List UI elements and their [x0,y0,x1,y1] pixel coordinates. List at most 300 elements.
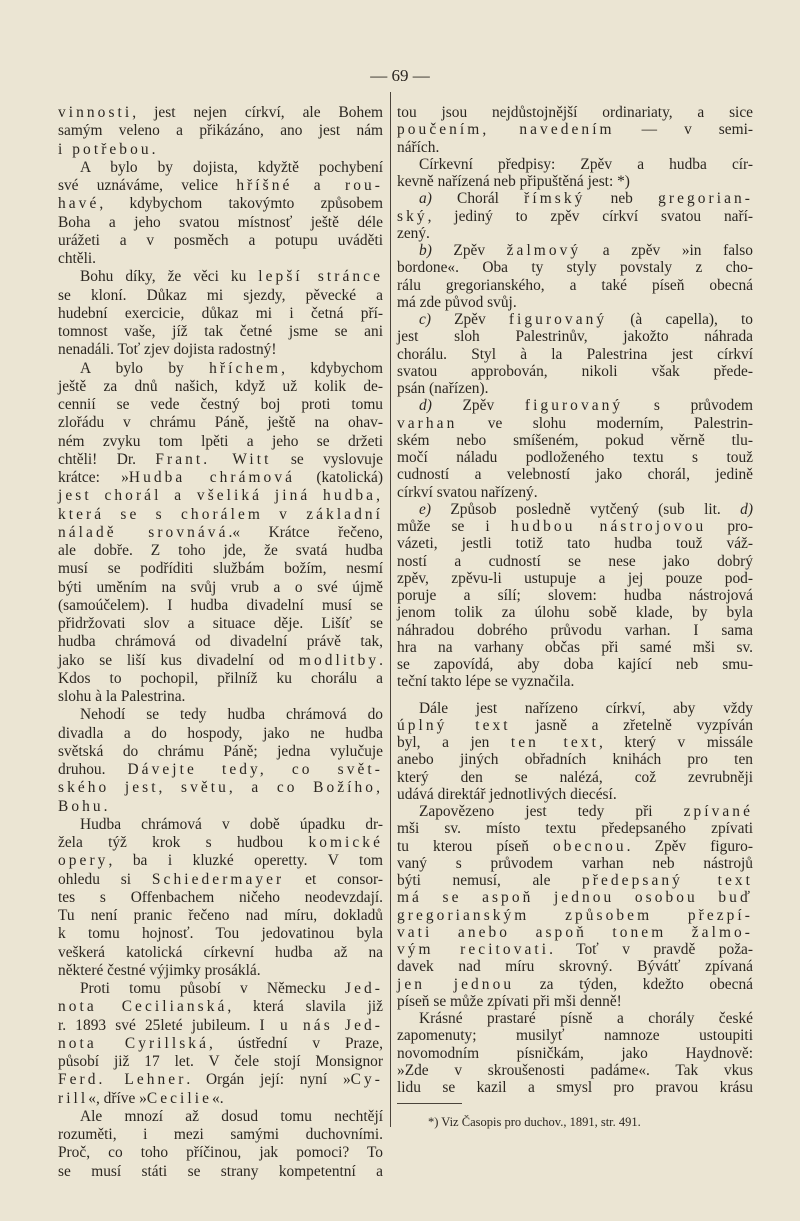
text-segment: působí již 17 let. V čele stojí Monsignor [58,1053,383,1070]
footnote-rule [397,1103,462,1104]
spaced-emphasis-text: rill [58,1089,89,1107]
text-segment: chtěli. [58,250,97,267]
text-line [397,466,753,483]
text-line [397,121,753,138]
text-segment: zlořádu v chrámu Páně, ještě na ohav- [58,414,383,432]
text-segment: k tomu hojnosť. Tou jedovatinou byla [58,925,383,943]
text-segment: rálu gregorianského, a také píseň obecná [397,276,753,294]
text-segment: a zpěv »in falso [581,242,753,259]
spaced-emphasis-text: havé [58,195,100,213]
text-segment: udává direktář jednotlivých diecésí. [397,785,617,803]
text-line [397,820,753,837]
text-line [58,195,383,213]
text-segment: , jediný to zpěv církví svatou naří- [427,207,753,225]
text-segment: rozuměti, i mezi samými duchovními. [58,1126,383,1143]
text-line [58,122,383,140]
paragraph [58,268,383,359]
text-segment: Boha a jeho svatou místnosť ještě déle [58,213,383,231]
text-line [397,277,753,294]
spaced-emphasis-text: varhan [397,414,458,432]
text-segment: hudební exercicie, důkaz mi i četná pří- [58,304,383,322]
text-line [58,798,383,816]
text-segment: může se i [397,518,511,535]
italic-list-marker: a) [419,190,432,208]
text-segment: , která slavila již [227,998,383,1016]
spaced-emphasis-text: hudbou nástrojovou [510,518,707,535]
text-line [397,717,753,734]
paragraph [397,311,753,397]
text-segment: (à capella), to [607,311,753,328]
text-line [397,570,753,587]
paragraph [397,700,753,804]
text-line [397,734,753,751]
paragraph [58,706,383,816]
text-segment: et consor- [284,870,383,888]
text-line [58,1035,383,1053]
text-segment: nenadáli. Toť zjev dojista radostný! [58,341,277,359]
text-segment: . [103,797,108,815]
text-segment: býti uměním na svůj vrub a o své újmě [58,578,383,596]
spaced-emphasis-text: hříšné a rou- [236,177,384,194]
text-segment: «, dříve » [88,1089,147,1107]
text-segment: ještě za dnů našich, když už kolik de- [58,377,383,395]
text-line [58,378,383,396]
spaced-emphasis-text: úplný text [397,716,511,734]
text-segment: ohledu si [58,870,152,888]
text-segment: bordone«. Oba ty styly povstaly z cho- [397,259,753,277]
text-line [397,449,753,466]
spaced-emphasis-text: Frant. Witt [155,450,272,468]
text-segment: chtěli! Dr. [58,450,156,468]
text-line [397,346,753,363]
spaced-emphasis-text: modlitby [298,651,380,669]
spaced-emphasis-text: Schiedermayer [151,870,285,888]
spaced-emphasis-text: ského jest, světu, a co Božího, [58,779,383,797]
text-line [397,415,753,432]
paragraph [58,159,383,269]
paragraph [58,980,383,1108]
text-segment: ve slohu moderním, Palestrin- [457,414,753,432]
text-line [58,104,383,122]
text-segment: A bylo by [80,359,210,377]
text-segment: Církevní předpisy: Zpěv a hudba cír- [419,155,753,173]
text-line [58,670,383,688]
text-segment: chorálu. Styl à la Palestrina jest církví [397,345,753,363]
spaced-emphasis-text: lepší stránce [258,268,383,286]
spaced-emphasis-text: Cecilie [146,1089,212,1107]
right-column [397,104,753,1096]
spaced-emphasis-text: Ferd. Lehner [58,1071,187,1089]
text-segment: jest sloh Palestrinův, jakožto náhrada [397,328,753,346]
text-line [58,1108,383,1126]
text-segment: , kdybychom takovýmto způsobem [99,195,383,213]
text-line [58,962,383,980]
text-segment: lidu se kazil a smysl pro pravou krásu [397,1079,753,1096]
text-segment: tu kterou píseň [397,837,553,855]
text-segment: býti nemusí, ale [397,872,583,889]
text-segment: tomnost vaše, jíž tak četné jsme se ani [58,323,383,340]
text-line [397,501,753,518]
text-line [397,484,753,501]
text-segment: poruje a sílí; slovem: hudba nástrojová [397,587,753,604]
text-segment: cudností a velebností jako chorál, jedině [397,466,753,484]
text-line [397,656,753,673]
text-line [58,652,383,670]
text-segment: Dále jest nařízeno církví, aby vždy [419,699,753,717]
text-segment: anebo jiných obřadních knihách pro ten [397,751,753,769]
text-line [58,159,383,177]
text-segment: hra na varhany občas při samé mši sv. [397,638,753,656]
text-segment: Proč, co toho příčinou, jak pomoci? To [58,1144,383,1162]
text-line [58,597,383,615]
spaced-emphasis-text: i potřebou [58,140,152,158]
text-segment: teční takto lépe se vyznačila. [397,673,575,691]
text-segment: A bylo by dojista, kdyžtě pochybení [80,158,383,176]
text-segment: . Zpěv figuro- [626,837,754,855]
spaced-emphasis-text: komické [308,834,383,851]
text-segment: , kdybychom [281,359,383,377]
text-segment: druhou. [58,761,128,778]
text-segment: zapomenuty; musilyť namnoze ustoupiti [397,1027,753,1045]
text-segment: církví svatou nařízený. [397,483,538,501]
text-line [58,944,383,962]
italic-list-marker: b) [419,242,432,259]
text-segment: některé čestné výjimky prosáklá. [58,961,261,979]
text-line [58,907,383,925]
text-segment: má zde původ svůj. [397,293,517,311]
spaced-emphasis-text: hříchem [209,359,282,377]
text-line [397,380,753,397]
spaced-emphasis-text: obecnou [552,837,627,855]
text-segment: «. [212,1089,224,1107]
text-segment: se kloní. Důkaz mi sjezdy, pěvecké a [58,286,383,304]
text-line [397,838,753,855]
text-line [397,1010,753,1027]
text-line [397,639,753,656]
text-segment: »Zde v skroušenosti padáme«. Tak vkus [397,1061,753,1079]
text-segment: novomodním písničkám, jako Haydnově: [397,1044,753,1062]
text-line [397,535,753,552]
spaced-emphasis-text: římský [524,190,586,208]
paragraph [397,501,753,691]
text-line [397,587,753,604]
paragraph [397,156,753,191]
text-segment: jasně a zřetelně vyzpíván [510,716,753,734]
text-line [58,232,383,250]
text-line [397,1027,753,1044]
spaced-emphasis-text: ský [397,207,428,225]
text-segment: ském nebo smíšeném, pokud věrně tlu- [397,431,753,449]
paragraph [58,1108,383,1181]
text-segment: ale dobře. Z toho jde, že svatá hudba [58,542,383,559]
text-segment: píseň se může zpívati při mši denně! [397,992,622,1010]
text-segment: hudba chrámová od divadelní právě tak, [58,633,383,651]
text-line [397,1062,753,1079]
text-line [58,706,383,724]
text-line [397,242,753,259]
spaced-emphasis-text: jen jednou [397,975,515,993]
text-segment: světská do chrámu Páně; jedna vylučuje [58,742,383,760]
text-line [58,487,383,505]
text-segment: tes s Offenbachem ničeho neodevzdají. [58,888,383,906]
text-line [397,397,753,414]
text-line [397,855,753,872]
text-line [58,889,383,907]
spaced-emphasis-text: žalmový [506,242,582,259]
spaced-emphasis-text: opery [58,852,109,870]
text-segment: vaný s průvodem varhan neb nástrojů [397,854,753,872]
text-segment: ností a cudností se nese jako dobrý [397,552,753,570]
text-line [397,941,753,958]
text-line [397,907,753,924]
text-line [397,604,753,621]
text-line [397,872,753,889]
spaced-emphasis-text: gregorian- [658,190,753,208]
text-line [58,1017,383,1035]
text-segment: urážeti a v posměch a potupu uváděti [58,231,383,249]
text-segment: psán (nařízen). [397,380,489,397]
text-segment: (samoúčelem). I hudba divadelní musí se [58,596,383,614]
text-line [58,323,383,341]
text-segment: své uznáváme, velice [58,177,237,194]
text-segment: . [151,140,156,158]
text-segment: za týden, kdežto obecná [514,975,754,993]
text-line [58,852,383,870]
text-line [397,363,753,380]
text-line [58,834,383,852]
text-segment: zpěv, zpěvu-li ustupuje a jej pouze pod- [397,569,753,587]
text-line [58,1053,383,1071]
paragraph [397,104,753,156]
text-line [397,139,753,156]
text-line [58,542,383,560]
text-segment: žela týž krok s hudbou [58,834,309,851]
text-line [58,579,383,597]
spaced-emphasis-text: I u nás Jed- [259,1016,384,1034]
text-line [397,173,753,190]
spaced-emphasis-text: vým recitovati [397,941,550,958]
spaced-emphasis-text: vinnosti [58,104,133,121]
text-segment: Hudba chrámová v době úpadku dr- [80,815,383,833]
text-line [397,786,753,803]
text-segment: nářích. [397,138,440,156]
column-divider [390,92,391,1127]
text-line [58,871,383,889]
text-line [58,1126,383,1144]
text-segment: Zpěv [431,242,507,259]
text-segment: . [379,651,383,669]
text-line [397,190,753,207]
spaced-emphasis-text: náladě srovnává [58,523,229,541]
paragraph [397,803,753,1010]
text-line [397,104,753,121]
text-line [58,743,383,761]
text-segment: Tu není pranic řečeno nad míru, dokladů [58,907,383,924]
text-line [58,524,383,542]
text-line [58,396,383,414]
italic-list-marker: e) [419,500,431,518]
text-segment: který den se nalézá, což zevrubněji [397,768,753,786]
text-line [58,1090,383,1108]
text-line [397,1079,753,1096]
text-line [58,925,383,943]
text-line [58,287,383,305]
spaced-emphasis-text: Jed- [345,980,383,997]
text-segment: Způsob posledně vytčený (sub lit. [430,500,741,518]
italic-list-marker: c) [419,311,431,328]
spaced-emphasis-text: gregorianským způsobem přezpí- [397,906,753,924]
text-line [397,225,753,242]
text-segment: byl, a jen [397,734,511,751]
text-segment: . Orgán její: nyní » [186,1071,351,1089]
text-segment: pro- [706,518,754,535]
spaced-emphasis-text: má se aspoň jednou osobou buď [397,889,753,907]
spaced-emphasis-text: nota Cyrillská [58,1034,209,1052]
text-line [58,560,383,578]
text-line [397,432,753,449]
text-line [58,761,383,779]
text-segment: Bohu díky, že věci ku [80,268,259,286]
text-line [58,451,383,469]
text-segment: se zapovídá, aby doba kající neb smu- [397,656,753,673]
spaced-emphasis-text: Cy- [350,1071,383,1089]
text-line [58,1071,383,1089]
text-segment: , ba i kluzké operetty. V tom [108,852,383,870]
text-line [58,433,383,451]
spaced-emphasis-text: ten text [510,734,599,751]
text-segment: Zpěv [431,397,525,415]
text-segment: tou jsou nejdůstojnější ordinariaty, a sice [397,104,753,121]
text-line [58,998,383,1016]
text-segment: veškerá katolická církevní hudba až na [58,943,383,961]
text-segment: zený. [397,224,430,242]
text-line [397,156,753,173]
spaced-emphasis-text: zpívané [683,803,753,820]
text-segment: přidržovati slov a situace děje. Lišíť se [58,615,383,632]
text-line [58,214,383,232]
text-line [397,924,753,941]
text-line [397,976,753,993]
text-segment: cennií se vede čestný boj proti tomu [58,396,383,413]
spaced-emphasis-text: předepsaný text [582,872,753,889]
text-segment: Krásné prastaré písně a chorály české [419,1010,753,1027]
text-segment: davek nad míru skrovný. Bývátť zpívaná [397,958,753,976]
text-line [58,725,383,743]
text-segment: se musí státi se strany kompetentní a [58,1162,383,1180]
paragraph [58,104,383,159]
footnote: *) Viz Časopis pro duchov., 1891, str. 491. [428,1115,641,1129]
text-segment: Zpěv [430,311,509,328]
spaced-emphasis-text: Bohu [58,797,104,815]
text-segment: Ale mnozí až dosud tomu nechtějí [80,1107,383,1125]
spaced-emphasis-text: jest chorál a všeliká jiná hudba, [58,487,383,505]
text-line [397,993,753,1010]
paragraph [397,1010,753,1096]
text-line [397,294,753,311]
spaced-emphasis-text: figurovaný [524,397,624,415]
text-segment: kevně nařízená neb připuštěná jest: *) [397,173,630,190]
text-line [397,673,753,690]
text-segment: .« Krátce řečeno, [228,523,384,541]
text-segment: samým veleno a přikázáno, ano jest nám [58,122,383,140]
text-line [397,311,753,328]
text-line [397,769,753,786]
text-line [58,414,383,432]
text-segment: Nehodí se tedy hudba chrámová do [80,706,383,724]
text-segment: , jest nejen církví, ale Bohem [132,104,383,121]
text-line [397,208,753,225]
text-segment: r. 1893 své 25leté jubileum. [58,1016,260,1034]
text-line [58,250,383,268]
text-segment: neb [585,190,659,208]
text-line [58,305,383,323]
text-segment: Chorál [431,190,525,208]
text-line [397,751,753,768]
text-line [58,268,383,286]
text-segment: divadla a do hospody, jako ne hudba [58,724,383,742]
text-line [58,360,383,378]
text-line [58,1144,383,1162]
text-line [397,889,753,906]
paragraph [58,816,383,980]
text-segment: vázeti, jestli totiž tato hudba touž váž- [397,535,753,553]
text-segment: , který v missále [598,734,753,751]
text-line [397,328,753,345]
text-line [397,553,753,570]
text-line [58,615,383,633]
text-segment: s průvodem [623,397,753,415]
text-line [397,803,753,820]
spaced-emphasis-text: poučením, navedením [397,121,615,139]
text-segment: Proti tomu působí v Německu [80,980,346,997]
text-segment: jenom tolik za úlohu sobě klade, by byla [397,604,753,622]
text-segment: močí náladu podloženého textu s touž [397,449,753,466]
text-segment: Kdos to pochopil, přilníž ku chorálu a [58,669,383,687]
text-segment: (katolická) [295,469,383,486]
text-line [397,259,753,276]
text-segment: svatou approbován, nikoli však přede- [397,362,753,380]
text-line [58,633,383,651]
spaced-emphasis-text: která se s chorálem v základní [58,505,383,523]
paragraph [397,190,753,242]
italic-list-marker: d) [419,397,432,415]
spaced-emphasis-text: vati anebo aspoň tonem žalmo- [397,923,753,941]
text-line [58,141,383,159]
text-line [58,341,383,359]
text-line [58,980,383,998]
text-line [58,1163,383,1181]
text-segment: ném zvyku tom lpěti a jeho se držeti [58,432,383,450]
spaced-emphasis-text: nota Cecilianská [58,998,228,1016]
left-column [58,104,383,1181]
spaced-emphasis-text: Hudba chrámová [128,469,296,486]
spaced-emphasis-text: Dávejte tedy, co svět- [127,761,383,778]
text-segment: Zapovězeno jest tedy při [419,803,684,820]
text-line [397,700,753,717]
text-line [58,177,383,195]
text-segment: . Toť v pravdě poža- [549,941,753,958]
text-segment: mši sv. místo textu předepsaného zpívati [397,820,753,838]
text-line [58,816,383,834]
text-line [397,518,753,535]
text-line [397,958,753,975]
text-line [58,779,383,797]
spaced-emphasis-text: figurovaný [508,311,608,328]
text-segment: se vyslovuje [271,450,383,468]
text-segment: krátce: » [58,469,129,486]
paragraph [58,360,383,707]
text-line [58,688,383,706]
